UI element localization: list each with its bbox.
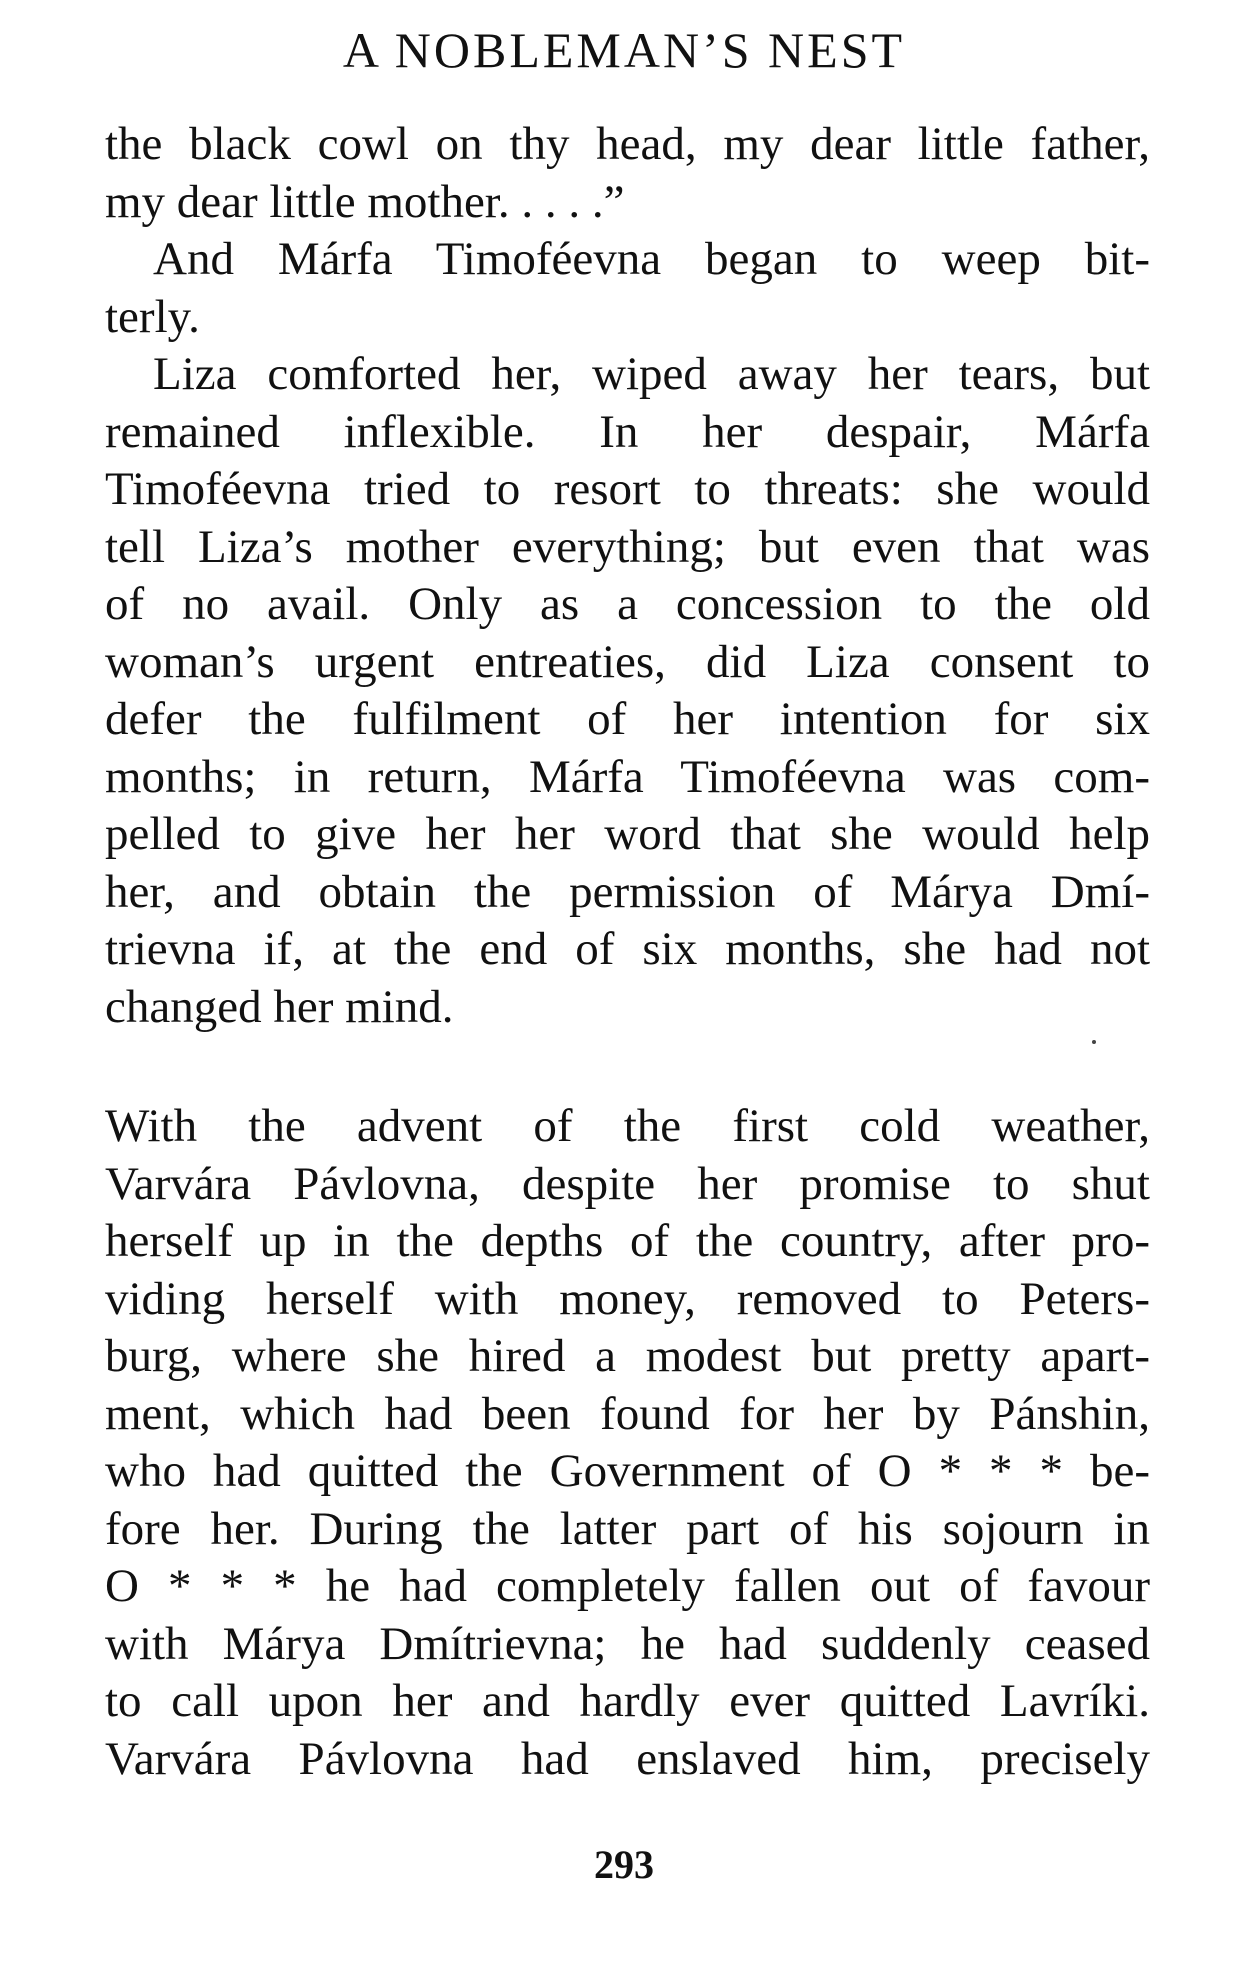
text-line: burg, where she hired a modest but pretty apart-	[105, 1330, 1150, 1382]
page-number: 293	[594, 1842, 654, 1887]
text-block-2	[105, 1098, 1150, 1788]
text-line: defer the fulfilment of her intention for six	[105, 693, 1150, 745]
text-line: ment, which had been found for her by Pánshin,	[105, 1387, 1150, 1440]
text-line: woman’s urgent entreaties, did Liza consent to	[105, 635, 1150, 688]
text-line: with Márya Dmítrievna; he had suddenly ceased	[105, 1617, 1150, 1670]
text-line: changed her mind.	[105, 980, 454, 1033]
running-title: A NOBLEMAN’S NEST	[342, 22, 906, 78]
text-line: remained inflexible. In her despair, Márfa	[105, 405, 1150, 458]
text-line: tell Liza’s mother everything; but even that was	[105, 520, 1150, 573]
text-line: her, and obtain the permission of Márya Dmí-	[105, 865, 1150, 918]
text-line: viding herself with money, removed to Peters-	[105, 1272, 1150, 1325]
text-line: to call upon her and hardly ever quitted Lavríki.	[105, 1675, 1150, 1727]
text-line: Varvára Pávlovna had enslaved him, precisely	[105, 1732, 1150, 1785]
text-line: With the advent of the first cold weather,	[105, 1100, 1150, 1152]
text-line: fore her. During the latter part of his sojourn in	[105, 1502, 1150, 1555]
text-line: my dear little mother. . . . .”	[105, 175, 625, 228]
text-line: Liza comforted her, wiped away her tears, but	[153, 348, 1150, 400]
text-line: terly.	[105, 290, 200, 343]
text-line: O * * * he had completely fallen out of favour	[105, 1560, 1150, 1612]
text-block-1	[105, 116, 1150, 1036]
text-line: months; in return, Márfa Timoféevna was com-	[105, 750, 1150, 803]
text-line: pelled to give her her word that she would help	[105, 808, 1150, 860]
text-line: herself up in the depths of the country, after pro-	[105, 1215, 1150, 1267]
text-line: who had quitted the Government of O * * * be-	[105, 1445, 1150, 1497]
ink-speck	[1092, 1040, 1096, 1044]
text-line: Varvára Pávlovna, despite her promise to shut	[105, 1157, 1150, 1210]
text-line: trievna if, at the end of six months, she had not	[105, 923, 1150, 975]
text-line: And Márfa Timoféevna began to weep bit-	[153, 233, 1150, 285]
text-line: the black cowl on thy head, my dear little father,	[105, 118, 1150, 170]
text-line: Timoféevna tried to resort to threats: she would	[105, 463, 1150, 515]
text-line: of no avail. Only as a concession to the old	[105, 578, 1150, 630]
